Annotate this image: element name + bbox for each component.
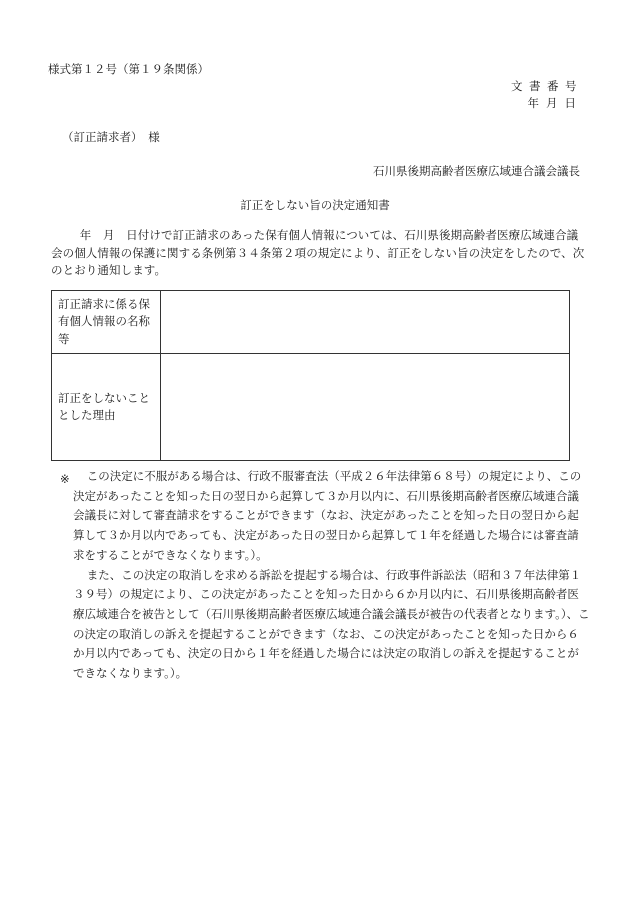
addressee: （訂正請求者） 様	[62, 130, 160, 144]
table-row	[52, 354, 570, 461]
document-date-line: 年月日	[527, 96, 583, 110]
row-label-record-name: 訂正請求に係る保有個人情報の名称等	[52, 291, 161, 354]
note-mark: ※	[60, 472, 70, 486]
row-value-reason	[161, 354, 570, 461]
row-value-record-name	[161, 291, 570, 354]
form-number: 様式第１２号（第１９条関係）	[48, 62, 209, 76]
document-number-label: 文書番号	[511, 79, 583, 93]
note-paragraph-lawsuit: また、この決定の取消しを求める訴訟を提起する場合は、行政事件訴訟法（昭和３７年法律第１３９号）の規定により、この決定があったことを知った日から６か月以内に、石川県後期高齢者医療広域連合を被告として（石川県後期高齢者医療広域連合議会議長が被告の代表者となります。）、この決定の取消しの訴えを提起することができます（なお、この決定があったことを知った日から６か月以内であっても、決定の日から１年を経過した場合には決定の取消しの訴えを提起することができなくなります。）。	[73, 567, 590, 681]
issuer-name: 石川県後期高齢者医療広域連合議会議長	[373, 164, 580, 178]
appeal-note	[73, 467, 590, 684]
note-paragraph-review-request: この決定に不服がある場合は、行政不服審査法（平成２６年法律第６８号）の規定により、この決定があったことを知った日の翌日から起算して３か月以内に、石川県後期高齢者医療広域連合議会議長に対して審査請求をすることができます（なお、決定があったことを知った日の翌日から起算して３か月以内であっても、決定があった日の翌日から起算して１年を経過した場合には審査請求をすることができなくなります。）。	[73, 469, 582, 562]
row-label-reason: 訂正をしないこととした理由	[52, 354, 161, 461]
intro-paragraph: 年 月 日付けで訂正請求のあった保有個人情報については、石川県後期高齢者医療広域連合議会の個人情報の保護に関する条例第３４条第２項の規定により、訂正をしない旨の決定をしたので、次のとおり通知します。	[51, 228, 585, 277]
document-title: 訂正をしない旨の決定通知書	[240, 198, 390, 212]
table-row	[52, 291, 570, 354]
decision-info-table	[51, 290, 570, 461]
